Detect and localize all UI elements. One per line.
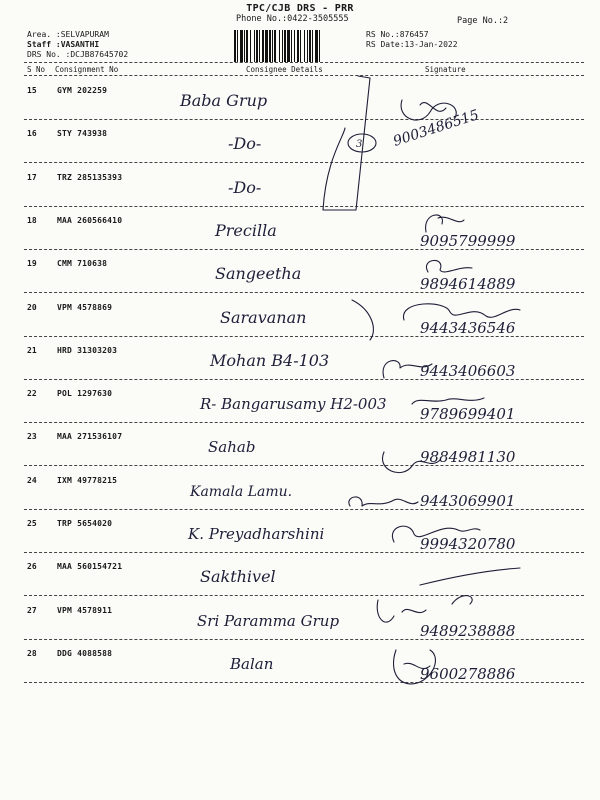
staff-label: Staff :VASANTHI xyxy=(27,40,100,49)
consignee-name: Sri Paramma Grup xyxy=(197,612,340,630)
row-sno: 15 xyxy=(27,86,37,95)
barcode-bar xyxy=(250,30,251,62)
signature-phone: 9894614889 xyxy=(420,275,516,293)
row-divider xyxy=(24,509,584,510)
bracket-mark xyxy=(323,76,370,210)
signature-phone: 9443069901 xyxy=(420,492,516,510)
signature-scrawl xyxy=(392,526,480,542)
row-consignment-no: STY 743938 xyxy=(57,129,108,138)
col-consignee: Consignee Details xyxy=(246,65,323,74)
barcode-bar xyxy=(297,30,299,62)
consignee-name: -Do- xyxy=(228,134,262,153)
drs-number: DRS No. :DCJB87645702 xyxy=(27,50,129,59)
barcode-bar xyxy=(237,30,238,62)
row-divider xyxy=(24,552,584,553)
barcode-bar xyxy=(284,30,286,62)
row-divider xyxy=(24,595,584,596)
signature-scrawl xyxy=(382,452,440,473)
barcode-bar xyxy=(294,30,295,62)
row-divider xyxy=(24,249,584,250)
consignee-name: Sangeetha xyxy=(215,264,302,283)
barcode-bar xyxy=(309,30,311,62)
barcode-bar xyxy=(256,30,258,62)
consignee-name: R- Bangarusamy H2-003 xyxy=(200,395,387,413)
row-sno: 21 xyxy=(27,346,37,355)
row-consignment-no: MAA 260566410 xyxy=(57,216,123,225)
divider xyxy=(24,75,584,76)
row-divider xyxy=(24,292,584,293)
row-divider xyxy=(24,119,584,120)
row-consignment-no: TRP 5654020 xyxy=(57,519,113,528)
row-sno: 17 xyxy=(27,173,37,182)
consignee-name: Precilla xyxy=(215,221,277,240)
consignee-name: Mohan B4-103 xyxy=(210,351,330,370)
consignee-name: Kamala Lamu. xyxy=(190,484,293,500)
col-sno: S No xyxy=(27,65,46,74)
barcode-bar xyxy=(291,30,292,62)
circle-mark xyxy=(348,134,376,152)
row-sno: 18 xyxy=(27,216,37,225)
annotation-number: 3 xyxy=(356,139,363,150)
barcode-bar xyxy=(307,30,308,62)
barcode-bar xyxy=(274,30,276,62)
consignee-name: Saravanan xyxy=(220,308,307,327)
consignee-name: Balan xyxy=(230,655,274,673)
row-consignment-no: POL 1297630 xyxy=(57,389,113,398)
barcode-bar xyxy=(234,30,236,62)
row-divider xyxy=(24,206,584,207)
row-sno: 23 xyxy=(27,432,37,441)
divider xyxy=(24,62,584,63)
scribble-mark xyxy=(352,300,373,340)
meta-right xyxy=(366,30,458,50)
barcode xyxy=(233,30,355,62)
barcode-bar xyxy=(244,30,245,62)
row-consignment-no: TRZ 285135393 xyxy=(57,173,123,182)
barcode-bar xyxy=(240,30,243,62)
row-divider xyxy=(24,422,584,423)
row-sno: 27 xyxy=(27,606,37,615)
row-sno: 20 xyxy=(27,303,37,312)
signature-scrawl xyxy=(349,497,418,506)
signature-phone: 9443436546 xyxy=(420,319,516,337)
row-sno: 24 xyxy=(27,476,37,485)
consignee-name: Sakthivel xyxy=(200,567,276,586)
area-label: Area. :SELVAPURAM xyxy=(27,30,109,39)
row-divider xyxy=(24,379,584,380)
consignee-name: Sahab xyxy=(208,438,256,456)
row-consignment-no: MAA 271536107 xyxy=(57,432,123,441)
row-sno: 16 xyxy=(27,129,37,138)
barcode-bar xyxy=(265,30,268,62)
barcode-bar xyxy=(269,30,271,62)
barcode-bar xyxy=(312,30,313,62)
signature-scrawl xyxy=(377,596,472,623)
signature-phone: 9003486515 xyxy=(391,107,481,150)
consignee-name: Baba Grup xyxy=(180,91,268,110)
meta-left xyxy=(27,30,128,60)
row-divider xyxy=(24,465,584,466)
scribble-mark xyxy=(420,568,520,585)
row-consignment-no: GYM 202259 xyxy=(57,86,108,95)
consignee-name: K. Preyadharshini xyxy=(188,525,325,543)
signature-phone: 9095799999 xyxy=(420,232,516,250)
barcode-bar xyxy=(300,30,301,62)
signature-phone: 9600278886 xyxy=(420,665,516,683)
signature-phone: 9884981130 xyxy=(420,448,516,466)
row-sno: 28 xyxy=(27,649,37,658)
barcode-bar xyxy=(287,30,290,62)
row-sno: 19 xyxy=(27,259,37,268)
row-divider xyxy=(24,336,584,337)
signature-scrawl xyxy=(383,361,432,378)
barcode-bar xyxy=(279,30,280,62)
row-consignment-no: HRD 31303203 xyxy=(57,346,118,355)
barcode-bar xyxy=(315,30,318,62)
row-divider xyxy=(24,682,584,683)
row-consignment-no: VPM 4578911 xyxy=(57,606,113,615)
col-consignment: Consignment No xyxy=(55,65,119,74)
col-signature: Signature xyxy=(425,65,466,74)
rs-number: RS No.:876457 xyxy=(366,30,429,39)
rs-date: RS Date:13-Jan-2022 xyxy=(366,40,458,49)
barcode-bar xyxy=(254,30,255,62)
row-divider xyxy=(24,639,584,640)
barcode-bar xyxy=(272,30,273,62)
signature-phone: 9489238888 xyxy=(420,622,516,640)
consignee-name: -Do- xyxy=(228,178,262,197)
barcode-bar xyxy=(282,30,283,62)
barcode-bar xyxy=(304,30,305,62)
signature-phone: 9443406603 xyxy=(420,362,516,380)
row-consignment-no: CMM 710638 xyxy=(57,259,108,268)
barcode-bar xyxy=(319,30,320,62)
row-consignment-no: IXM 49778215 xyxy=(57,476,118,485)
signature-scrawl xyxy=(412,398,484,404)
page-number: Page No.:2 xyxy=(457,16,509,26)
row-divider xyxy=(24,162,584,163)
row-sno: 25 xyxy=(27,519,37,528)
signature-phone: 9789699401 xyxy=(420,405,516,423)
signature-scrawl xyxy=(426,260,472,272)
signature-scrawl xyxy=(401,100,456,120)
row-consignment-no: MAA 560154721 xyxy=(57,562,123,571)
signature-scrawl xyxy=(426,215,464,232)
barcode-bar xyxy=(262,30,264,62)
sheet-title: TPC/CJB DRS - PRR xyxy=(246,3,354,14)
row-consignment-no: VPM 4578869 xyxy=(57,303,113,312)
phone-number: Phone No.:0422-3505555 xyxy=(236,14,349,24)
signature-phone: 9994320780 xyxy=(420,535,516,553)
signature-scrawl xyxy=(393,650,435,684)
row-consignment-no: DDG 4088588 xyxy=(57,649,113,658)
signature-scrawl xyxy=(403,304,520,320)
barcode-bar xyxy=(259,30,260,62)
barcode-bar xyxy=(246,30,248,62)
row-sno: 22 xyxy=(27,389,37,398)
row-sno: 26 xyxy=(27,562,37,571)
